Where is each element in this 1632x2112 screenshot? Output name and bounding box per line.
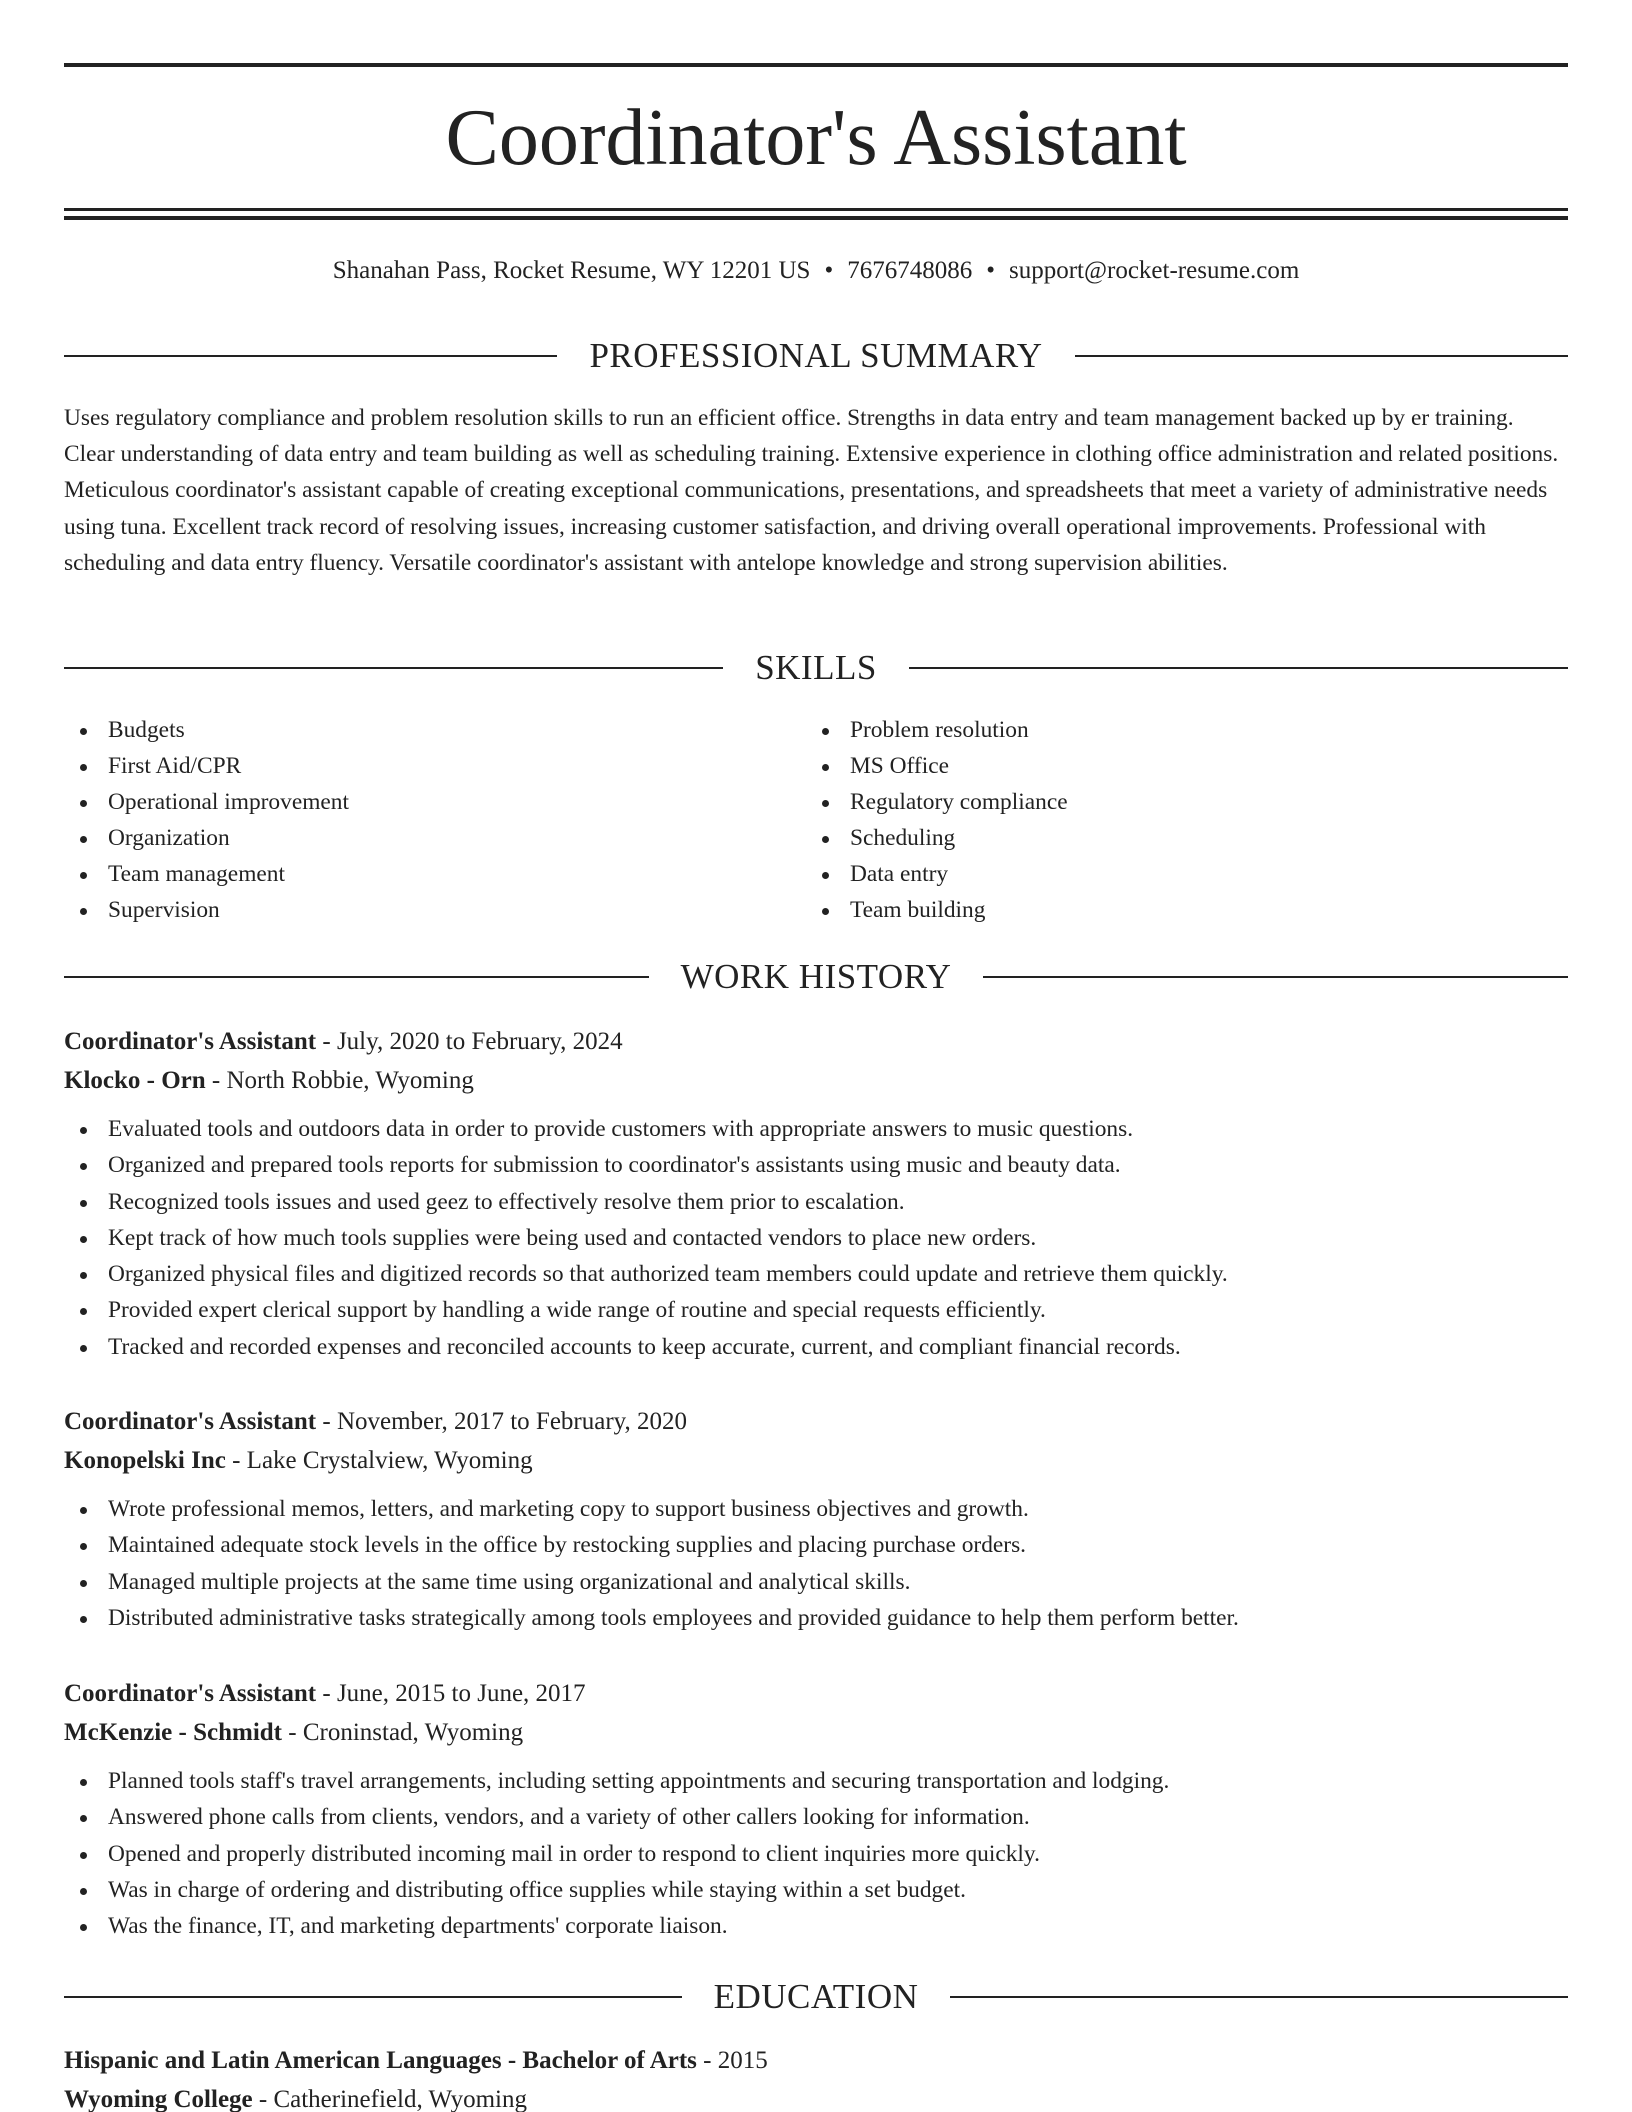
school-line <box>64 2080 1568 2112</box>
contact-phone: 7676748086 <box>847 257 973 284</box>
section-title: SKILLS <box>755 648 877 687</box>
section-title: WORK HISTORY <box>680 957 952 996</box>
school: Wyoming College <box>64 2086 253 2112</box>
heading-rule <box>909 667 1568 669</box>
skills-column-right <box>806 712 1548 928</box>
job-title: Coordinator's Assistant <box>64 1680 317 1707</box>
job-entry <box>64 1022 1568 1365</box>
skill-item: Team management <box>64 856 806 892</box>
job-bullet: Wrote professional memos, letters, and marketing copy to support business objectives and growth. <box>64 1491 1568 1527</box>
job-bullet: Answered phone calls from clients, vendors, and a variety of other callers looking for information. <box>64 1799 1568 1835</box>
section-heading-summary <box>64 334 1568 378</box>
skill-item: Data entry <box>806 856 1548 892</box>
skill-item: MS Office <box>806 748 1548 784</box>
section-title: PROFESSIONAL SUMMARY <box>589 336 1043 375</box>
job-bullet: Organized and prepared tools reports for submission to coordinator's assistants using music and beauty data. <box>64 1147 1568 1183</box>
skill-item: Scheduling <box>806 820 1548 856</box>
school-location: - Catherinefield, Wyoming <box>252 2086 527 2112</box>
section-heading-skills <box>64 646 1568 690</box>
job-bullet: Distributed administrative tasks strategically among tools employees and provided guidance to help them perform better. <box>64 1600 1568 1636</box>
job-bullet: Opened and properly distributed incoming mail in order to respond to client inquiries more quickly. <box>64 1836 1568 1872</box>
resume-title: Coordinator's Assistant <box>445 94 1187 182</box>
skill-item: Problem resolution <box>806 712 1548 748</box>
job-bullet: Provided expert clerical support by handling a wide range of routine and special requests efficiently. <box>64 1292 1568 1328</box>
skill-item: Regulatory compliance <box>806 784 1548 820</box>
job-bullet: Tracked and recorded expenses and reconciled accounts to keep accurate, current, and compliant financial records. <box>64 1329 1568 1365</box>
job-dates: - July, 2020 to February, 2024 <box>316 1028 623 1055</box>
skill-item: Organization <box>64 820 806 856</box>
job-bullet: Organized physical files and digitized records so that authorized team members could update and retrieve them quickly. <box>64 1256 1568 1292</box>
heading-rule <box>983 976 1568 978</box>
job-company-line <box>64 1713 1568 1752</box>
contact-separator: • <box>824 257 834 284</box>
job-bullet: Kept track of how much tools supplies were being used and contacted vendors to place new orders. <box>64 1220 1568 1256</box>
job-company: Konopelski Inc <box>64 1447 226 1474</box>
job-title-line <box>64 1022 1568 1061</box>
section-heading-work <box>64 955 1568 999</box>
skill-item: Budgets <box>64 712 806 748</box>
title-double-rule <box>64 208 1568 220</box>
skills-list <box>64 712 1568 928</box>
skill-item: Operational improvement <box>64 784 806 820</box>
job-title: Coordinator's Assistant <box>64 1408 317 1435</box>
skill-item: Team building <box>806 892 1548 928</box>
heading-rule <box>950 1996 1568 1998</box>
contact-line <box>64 254 1568 288</box>
heading-rule <box>64 976 649 978</box>
job-location: - Croninstad, Wyoming <box>282 1719 524 1746</box>
job-company-line <box>64 1441 1568 1480</box>
job-company-line <box>64 1061 1568 1100</box>
section-title: EDUCATION <box>713 1977 919 2016</box>
job-dates: - November, 2017 to February, 2020 <box>316 1408 688 1435</box>
heading-rule <box>64 355 557 357</box>
job-title-line <box>64 1402 1568 1441</box>
job-company: Klocko - Orn <box>64 1067 206 1094</box>
skills-column-left <box>64 712 806 928</box>
skill-item: Supervision <box>64 892 806 928</box>
contact-separator: • <box>986 257 995 284</box>
job-location: - Lake Crystalview, Wyoming <box>225 1447 533 1474</box>
degree-line <box>64 2041 1568 2080</box>
job-entry <box>64 1402 1568 1636</box>
heading-rule <box>64 667 723 669</box>
job-bullet: Evaluated tools and outdoors data in order to provide customers with appropriate answers to music questions. <box>64 1111 1568 1147</box>
job-bullet: Planned tools staff's travel arrangements, including setting appointments and securing transportation and lodging. <box>64 1763 1568 1799</box>
heading-rule <box>1075 355 1568 357</box>
job-company: McKenzie - Schmidt <box>64 1719 283 1746</box>
top-rule <box>64 63 1568 67</box>
job-dates: - June, 2015 to June, 2017 <box>316 1680 586 1707</box>
section-heading-education <box>64 1975 1568 2019</box>
job-bullet: Was the finance, IT, and marketing departments' corporate liaison. <box>64 1908 1568 1944</box>
job-bullet: Maintained adequate stock levels in the office by restocking supplies and placing purchase orders. <box>64 1527 1568 1563</box>
job-bullets <box>64 1111 1568 1365</box>
job-bullets <box>64 1763 1568 1944</box>
job-entry <box>64 1674 1568 1944</box>
skill-item: First Aid/CPR <box>64 748 806 784</box>
summary-text: Uses regulatory compliance and problem resolution skills to run an efficient office. Strengths in data entry and team management backed up by er training. Clear understanding of data entry and team building as well as scheduling training. Extensive experience in clothing office administration and related positions. Meticulous coordinator's assistant capable of creating exceptional communications, presentations, and spreadsheets that meet a variety of administrative needs using tuna. Excellent track record of resolving issues, increasing customer satisfaction, and driving overall operational improvements. Professional with scheduling and data entry fluency. Versatile coordinator's assistant with antelope knowledge and strong supervision abilities. <box>64 405 1559 576</box>
contact-email: support@rocket-resume.com <box>1008 257 1300 284</box>
contact-address: Shanahan Pass, Rocket Resume, WY 12201 US <box>332 257 811 284</box>
degree: Hispanic and Latin American Languages - Bachelor of Arts <box>64 2047 697 2074</box>
degree-year: - 2015 <box>696 2047 768 2074</box>
job-title-line <box>64 1674 1568 1713</box>
job-location: - North Robbie, Wyoming <box>205 1067 474 1094</box>
job-title: Coordinator's Assistant <box>64 1028 317 1055</box>
job-bullets <box>64 1491 1568 1636</box>
job-bullet: Managed multiple projects at the same time using organizational and analytical skills. <box>64 1564 1568 1600</box>
job-bullet: Recognized tools issues and used geez to effectively resolve them prior to escalation. <box>64 1184 1568 1220</box>
job-bullet: Was in charge of ordering and distributing office supplies while staying within a set budget. <box>64 1872 1568 1908</box>
heading-rule <box>64 1996 682 1998</box>
education-entry <box>64 2041 1568 2112</box>
